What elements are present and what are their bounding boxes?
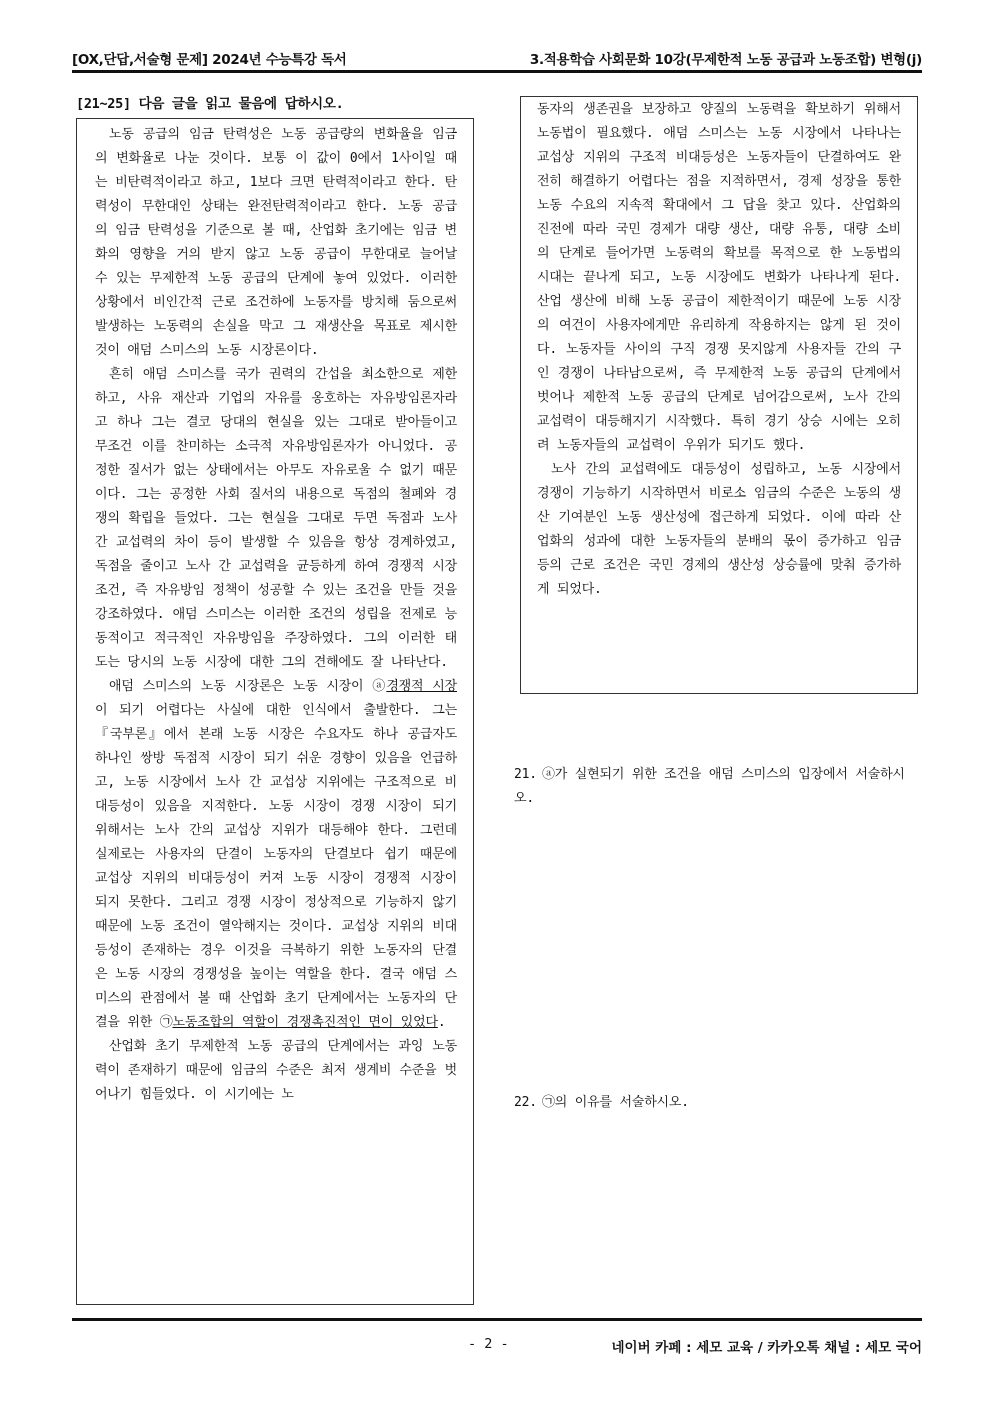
- question-text: ㉠의 이유를 서술하시오.: [542, 1095, 689, 1110]
- instruction: [21~25] 다음 글을 읽고 물음에 답하시오.: [76, 96, 344, 112]
- underlined-phrase-a: 경쟁적 시장: [386, 679, 457, 694]
- footer-divider: [72, 1318, 922, 1321]
- page-footer: [72, 1336, 922, 1358]
- passage-paragraph: 산업화 초기 무제한적 노동 공급의 단계에서는 과잉 노동력이 존재하기 때문에 임금의 수준은 최저 생계비 수준을 벗어나기 힘들었다. 이 시기에는 노: [95, 1039, 457, 1102]
- page-header: [72, 46, 922, 68]
- question-number: 21.: [514, 767, 537, 782]
- question-text: ⓐ가 실현되기 위한 조건을 애덤 스미스의 입장에서 서술하시오.: [514, 767, 905, 806]
- passage-paragraph: [95, 675, 457, 1035]
- question-number: 22.: [514, 1095, 537, 1110]
- text-run: 애덤 스미스의 노동 시장론은 노동 시장이: [109, 679, 373, 694]
- passage-paragraph: 노동 공급의 임금 탄력성은 노동 공급량의 변화율을 임금의 변화율로 나눈 것이다. 보통 이 값이 0에서 1사이일 때는 비탄력적이라고 하고, 1보다 크면 탄력적이라고 한다. 탄력성이 무한대인 상태는 완전탄력적이라고 한다. 노동 공급의 임금 탄력성을 기준으로 볼 때, 산업화 초기에는 임금 변화의 영향을 거의 받지 않고 노동 공급이 무한대로 늘어날 수 있는 무제한적 노동 공급의 단계에 놓여 있었다. 이러한 상황에서 비인간적 근로 조건하에 노동자를 방치해 둠으로써 발생하는 노동력의 손실을 막고 그 재생산을 목표로 제시한 것이 애덤 스미스의 노동 시장론이다.: [95, 127, 457, 358]
- underlined-phrase-giyeok: 노동조합의 역할이 경쟁촉진적인 면이 있었다: [172, 1015, 438, 1030]
- header-right-title: 3.적용학습 사회문화 10강(무제한적 노동 공급과 노동조합) 변형(j): [529, 52, 922, 68]
- mark-giyeok: ㉠: [159, 1015, 173, 1030]
- passage-right-box: [520, 96, 918, 694]
- header-left-title: [OX,단답,서술형 문제] 2024년 수능특강 독서: [72, 52, 347, 68]
- text-run: 이 되기 어렵다는 사실에 대한 인식에서 출발한다. 그는 『국부론』에서 본래 노동 시장은 수요자도 하나 공급자도 하나인 쌍방 독점적 시장이 되기 쉬운 경향이 있음을 언급하고, 노동 시장에서 노사 간 교섭상 지위에는 구조적으로 비대등성이 있음을 지적한다. 노동 시장이 경쟁 시장이 되기 위해서는 노사 간의 교섭상 지위가 대등해야 한다. 그런데 실제로는 사용자의 단결이 노동자의 단결보다 쉽기 때문에 교섭상 지위의 비대등성이 커져 노동 시장이 경쟁적 시장이 되지 못한다. 그리고 경쟁 시장이 정상적으로 기능하지 않기 때문에 노동 조건이 열악해지는 것이다. 교섭상 지위의 비대등성이 존재하는 경우 이것을 극복하기 위한 노동자의 단결은 노동 시장의 경쟁성을 높이는 역할을 한다. 결국 애덤 스미스의 관점에서 볼 때 산업화 초기 단계에서는 노동자의 단결을 위한: [95, 703, 457, 1030]
- passage-paragraph: 흔히 애덤 스미스를 국가 권력의 간섭을 최소한으로 제한하고, 사유 재산과 기업의 자유를 옹호하는 자유방임론자라고 하나 그는 결코 당대의 현실을 있는 그대로 받아들이고 무조건 이를 찬미하는 소극적 자유방임론자가 아니었다. 공정한 질서가 없는 상태에서는 아무도 자유로울 수 없기 때문이다. 그는 공정한 사회 질서의 내용으로 독점의 철폐와 경쟁의 확립을 들었다. 그는 현실을 그대로 두면 독점과 노사 간 교섭력의 차이 등이 발생할 수 있음을 항상 경계하였고, 독점을 줄이고 노사 간 교섭력을 균등하게 하여 경쟁적 시장 조건, 즉 자유방임 정책이 성공할 수 있는 조건을 만들 것을 강조하였다. 애덤 스미스는 이러한 조건의 성립을 전제로 능동적이고 적극적인 자유방임을 주장하였다. 그의 이러한 태도는 당시의 노동 시장에 대한 그의 견해에도 잘 나타난다.: [95, 367, 457, 670]
- passage-paragraph: 동자의 생존권을 보장하고 양질의 노동력을 확보하기 위해서 노동법이 필요했다. 애덤 스미스는 노동 시장에서 나타나는 교섭상 지위의 구조적 비대등성은 노동자들이 단결하여도 완전히 해결하기 어렵다는 점을 지적하면서, 경제 성장을 통한 노동 수요의 지속적 확대에서 그 답을 찾고 있다. 산업화의 진전에 따라 국민 경제가 대량 생산, 대량 유통, 대량 소비의 단계로 들어가면 노동력의 확보를 목적으로 한 노동법의 시대는 끝나게 되고, 노동 시장에도 변화가 나타나게 된다. 산업 생산에 비해 노동 공급이 제한적이기 때문에 노동 시장의 여건이 사용자에게만 유리하게 작용하지는 않게 된 것이다. 노동자들 사이의 구직 경쟁 못지않게 사용자들 간의 구인 경쟁이 나타남으로써, 즉 무제한적 노동 공급의 단계에서 벗어나 제한적 노동 공급의 단계로 넘어감으로써, 노사 간의 교섭력이 대등해지기 시작했다. 특히 경기 상승 시에는 오히려 노동자들의 교섭력이 우위가 되기도 했다.: [537, 102, 901, 453]
- question-22: [514, 1091, 920, 1115]
- text-run: .: [437, 1015, 446, 1030]
- mark-a: ⓐ: [372, 679, 387, 694]
- footer-channel-info: 네이버 카페 : 세모 교육 / 카카오톡 채널 : 세모 국어: [611, 1340, 922, 1356]
- question-21: [514, 763, 920, 811]
- passage-left-box: [76, 118, 474, 1305]
- passage-paragraph: 노사 간의 교섭력에도 대등성이 성립하고, 노동 시장에서 경쟁이 기능하기 시작하면서 비로소 임금의 수준은 노동의 생산 기여분인 노동 생산성에 접근하게 되었다. 이에 따라 산업화의 성과에 대한 노동자들의 분배의 몫이 증가하고 임금 등의 근로 조건은 국민 경제의 생산성 상승률에 맞춰 증가하게 되었다.: [537, 462, 901, 597]
- page-number: - 2 -: [468, 1336, 509, 1352]
- header-divider: [72, 70, 922, 73]
